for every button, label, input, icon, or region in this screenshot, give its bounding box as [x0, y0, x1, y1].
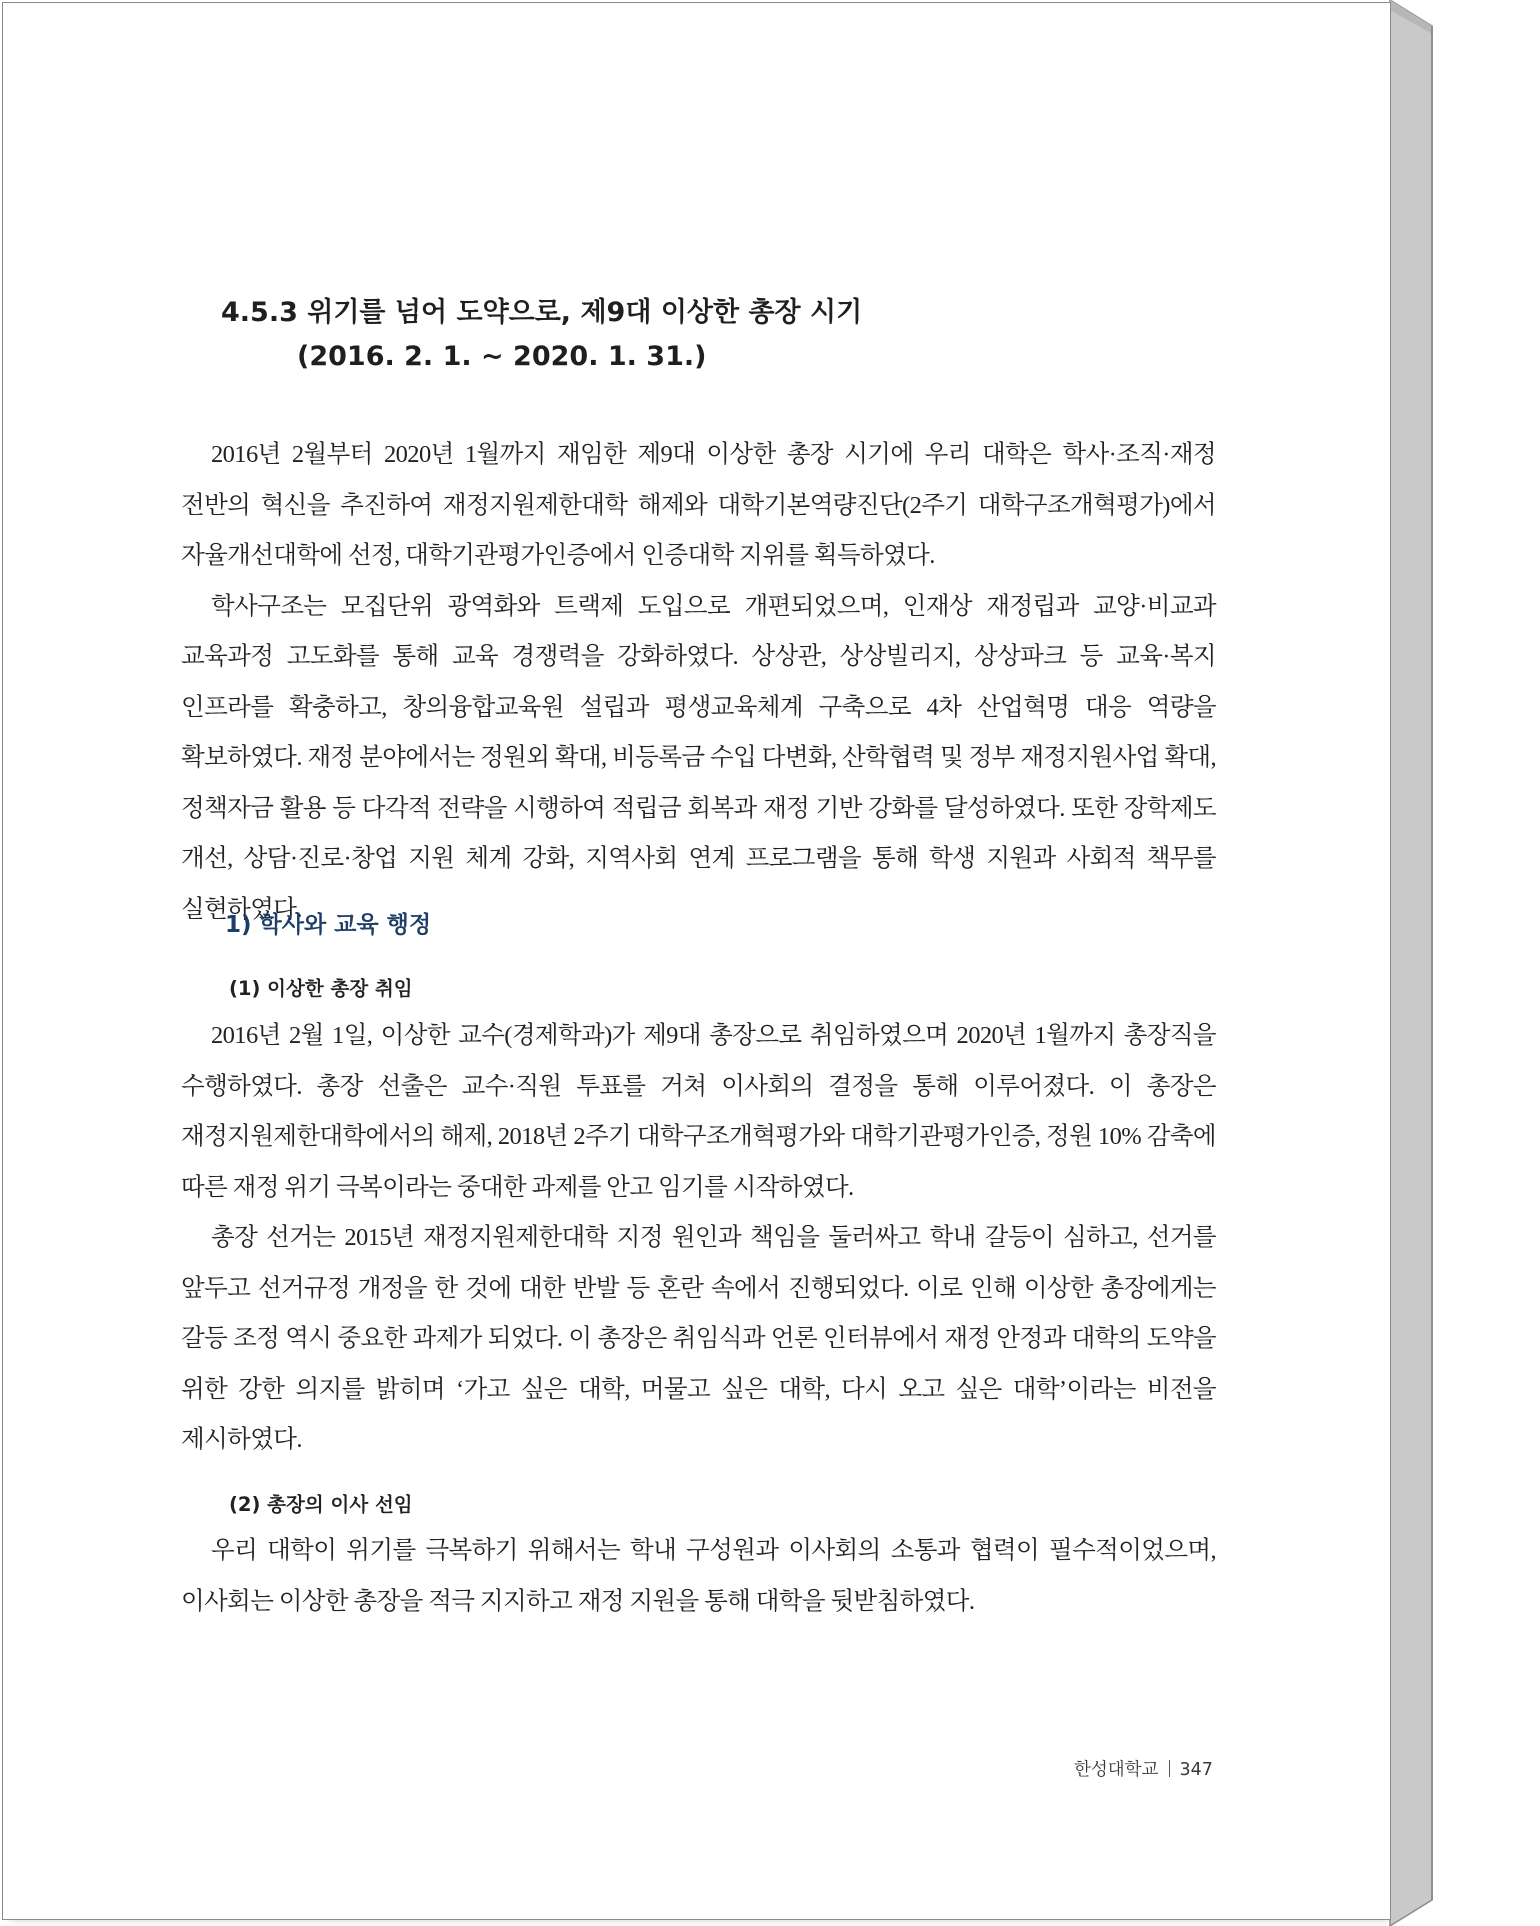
intro-paragraph-1: 2016년 2월부터 2020년 1월까지 재임한 제9대 이상한 총장 시기에 우리 대학은 학사·조직·재정 전반의 혁신을 추진하여 재정지원제한대학 해제와 대학기본역량진단(2주기 대학구조개혁평가)에서 자율개선대학에 선정, 대학기관평가인증에서 인증대학 지위를 획득하였다.: [181, 441, 1216, 569]
item2-heading: (2) 총장의 이사 선임: [229, 1493, 413, 1516]
document-page: [2, 2, 1391, 1920]
footer-school-name: 한성대학교: [1074, 1760, 1159, 1780]
intro-text: [181, 430, 1216, 935]
item1-heading: (1) 이상한 총장 취임: [229, 977, 413, 1000]
item1-text: [181, 1011, 1216, 1466]
page-number: 347: [1179, 1760, 1213, 1780]
item2-text: [181, 1526, 1216, 1627]
intro-paragraph-2: 학사구조는 모집단위 광역화와 트랙제 도입으로 개편되었으며, 인재상 재정립과 교양·비교과 교육과정 고도화를 통해 교육 경쟁력을 강화하였다. 상상관, 상상빌리지, 상상파크 등 교육·복지 인프라를 확충하고, 창의융합교육원 설립과 평생교육체계 구축으로 4차 산업혁명 대응 역량을 확보하였다. 재정 분야에서는 정원외 확대, 비등록금 수입 다변화, 산학협력 및 정부 재정지원사업 확대, 정책자금 활용 등 다각적 전략을 시행하여 적립금 회복과 재정 기반 강화를 달성하였다. 또한 장학제도 개선, 상담·진로·창업 지원 체계 강화, 지역사회 연계 프로그램을 통해 학생 지원과 사회적 책무를 실현하였다.: [181, 592, 1216, 923]
item1-paragraph-1: 2016년 2월 1일, 이상한 교수(경제학과)가 제9대 총장으로 취임하였으며 2020년 1월까지 총장직을 수행하였다. 총장 선출은 교수·직원 투표를 거쳐 이사회의 결정을 통해 이루어졌다. 이 총장은 재정지원제한대학에서의 해제, 2018년 2주기 대학구조개혁평가와 대학기관평가인증, 정원 10% 감축에 따른 재정 위기 극복이라는 중대한 과제를 안고 임기를 시작하였다.: [181, 1022, 1216, 1201]
item2-paragraph-1: 우리 대학이 위기를 극복하기 위해서는 학내 구성원과 이사회의 소통과 협력이 필수적이었으며, 이사회는 이상한 총장을 적극 지지하고 재정 지원을 통해 대학을 뒷받침하였다.: [181, 1537, 1216, 1615]
section-title-line1: 4.5.3 위기를 넘어 도약으로, 제9대 이상한 총장 시기: [221, 297, 863, 328]
section-title-period: (2016. 2. 1. ~ 2020. 1. 31.): [297, 341, 707, 372]
item1-paragraph-2: 총장 선거는 2015년 재정지원제한대학 지정 원인과 책임을 둘러싸고 학내 갈등이 심하고, 선거를 앞두고 선거규정 개정을 한 것에 대한 반발 등 혼란 속에서 진행되었다. 이로 인해 이상한 총장에게는 갈등 조정 역시 중요한 과제가 되었다. 이 총장은 취임식과 언론 인터뷰에서 재정 안정과 대학의 도약을 위한 강한 의지를 밝히며 ‘가고 싶은 대학, 머물고 싶은 대학, 다시 오고 싶은 대학’이라는 비전을 제시하였다.: [181, 1224, 1216, 1453]
section-title: [221, 291, 862, 379]
subsection-heading: 1) 학사와 교육 행정: [225, 912, 432, 938]
page-footer: [1074, 1756, 1213, 1781]
footer-divider: [1169, 1760, 1170, 1777]
